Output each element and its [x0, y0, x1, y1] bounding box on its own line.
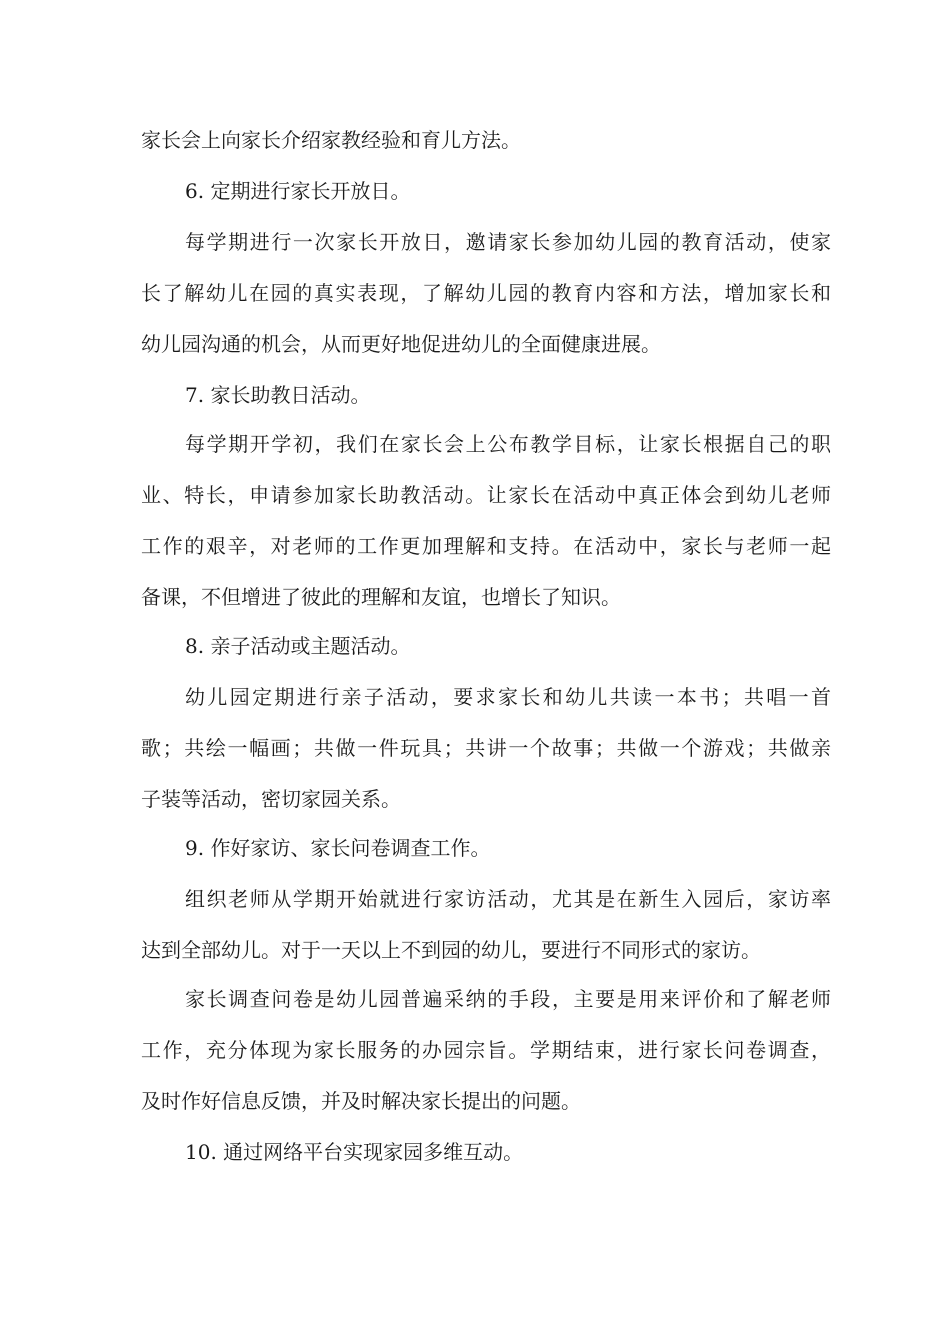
paragraph-line: 每学期进行一次家长开放日，邀请家长参加幼儿园的教育活动，使家: [185, 230, 831, 254]
paragraph-line: 业、特长，申请参加家长助教活动。让家长在活动中真正体会到幼儿老师: [141, 483, 831, 507]
paragraph-line: 工作的艰辛，对老师的工作更加理解和支持。在活动中，家长与老师一起: [141, 534, 831, 558]
paragraph-line: 家长会上向家长介绍家教经验和育儿方法。: [141, 128, 521, 152]
paragraph-line: 幼儿园沟通的机会，从而更好地促进幼儿的全面健康进展。: [141, 332, 661, 356]
paragraph-line: 家长调查问卷是幼儿园普遍采纳的手段，主要是用来评价和了解老师: [185, 987, 831, 1011]
section-heading: 10. 通过网络平台实现家园多维互动。: [185, 1140, 524, 1164]
paragraph-line: 每学期开学初，我们在家长会上公布教学目标，让家长根据自己的职: [185, 432, 831, 456]
section-heading: 6. 定期进行家长开放日。: [185, 179, 411, 203]
section-heading: 9. 作好家访、家长问卷调查工作。: [185, 836, 491, 860]
paragraph-line: 工作，充分体现为家长服务的办园宗旨。学期结束，进行家长问卷调查，: [141, 1038, 831, 1062]
paragraph-line: 子装等活动，密切家园关系。: [141, 787, 401, 811]
paragraph-line: 幼儿园定期进行亲子活动，要求家长和幼儿共读一本书；共唱一首: [185, 685, 831, 709]
section-heading: 7. 家长助教日活动。: [185, 383, 371, 407]
paragraph-line: 组织老师从学期开始就进行家访活动，尤其是在新生入园后，家访率: [185, 887, 831, 911]
paragraph-line: 歌；共绘一幅画；共做一件玩具；共讲一个故事；共做一个游戏；共做亲: [141, 736, 831, 760]
paragraph-line: 及时作好信息反馈，并及时解决家长提出的问题。: [141, 1089, 581, 1113]
paragraph-line: 备课，不但增进了彼此的理解和友谊，也增长了知识。: [141, 585, 621, 609]
section-heading: 8. 亲子活动或主题活动。: [185, 634, 411, 658]
paragraph-line: 达到全部幼儿。对于一天以上不到园的幼儿，要进行不同形式的家访。: [141, 938, 761, 962]
paragraph-line: 长了解幼儿在园的真实表现，了解幼儿园的教育内容和方法，增加家长和: [141, 281, 831, 305]
